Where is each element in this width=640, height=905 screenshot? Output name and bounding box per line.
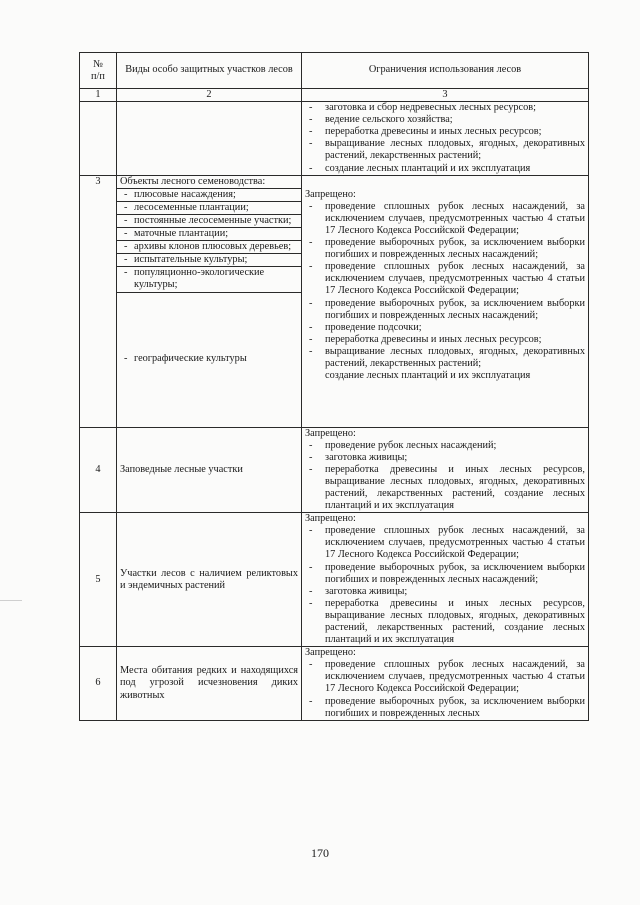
table-row: [80, 647, 589, 721]
seed-object-item: - постоянные лесосеменные участки;: [120, 215, 298, 227]
restriction-item: - проведение сплошных рубок лесных насаждений, за исключением случаев, предусмотренных частью 4 статьи 17 Лесного Кодекса Российской Федерации;: [305, 261, 585, 297]
restriction-list: [302, 102, 589, 176]
seed-object-item: - популяционно-экологические культуры;: [120, 267, 298, 291]
row-number: 6: [80, 647, 117, 721]
index-row: [80, 89, 589, 102]
seed-object-item: - плюсовые насаждения;: [120, 189, 298, 201]
restriction-item: - выращивание лесных плодовых, ягодных, декоративных растений, лекарственных растений;: [305, 346, 585, 370]
row-title-cell: [117, 175, 302, 427]
row-number-empty: [80, 102, 117, 176]
restriction-item: - переработка древесины и иных лесных ресурсов;: [305, 126, 585, 138]
restriction-item: - переработка древесины и иных лесных ресурсов, выращивание лесных плодовых, ягодных, декоративных растений, лекарственных растений, создание лесных плантаций и их эксплуатация: [305, 464, 585, 512]
restriction-item: - заготовка и сбор недревесных лесных ресурсов;: [305, 102, 585, 114]
row-number: 4: [80, 427, 117, 513]
restriction-item: - ведение сельского хозяйства;: [305, 114, 585, 126]
index-2: 2: [117, 89, 302, 102]
seed-object-item: - географические культуры: [120, 353, 298, 365]
restriction-item: - заготовка живицы;: [305, 452, 585, 464]
restriction-tail: создание лесных плантаций и их эксплуатация: [325, 370, 531, 382]
header-number: № п/п: [80, 53, 117, 89]
restriction-item: - проведение сплошных рубок лесных насаждений, за исключением случаев, предусмотренных частью 4 статьи 17 Лесного Кодекса Российской Федерации;: [305, 659, 585, 695]
prohibited-label: Запрещено:: [305, 513, 356, 525]
seed-object-item: - архивы клонов плюсовых деревьев;: [120, 241, 298, 253]
prohibited-label: Запрещено:: [305, 647, 356, 659]
table-row: [80, 175, 589, 427]
row-title: Объекты лесного семеноводства:: [120, 175, 266, 187]
page-number: 170: [311, 846, 329, 860]
restriction-item: - проведение сплошных рубок лесных насаждений, за исключением случаев, предусмотренных частью 4 статьи 17 Лесного Кодекса Российской Федерации;: [305, 525, 585, 561]
row-title-empty: [117, 102, 302, 176]
index-3: 3: [302, 89, 589, 102]
restriction-item: - заготовка живицы;: [305, 586, 585, 598]
prohibited-label: Запрещено:: [305, 427, 356, 439]
seed-object-item: - лесосеменные плантации;: [120, 202, 298, 214]
header-restrictions: Ограничения использования лесов: [302, 53, 589, 89]
row-title: Заповедные лесные участки: [117, 427, 302, 513]
row-number: 3: [80, 175, 117, 427]
restriction-item: - проведение выборочных рубок, за исключением выборки погибших и поврежденных лесных насаждений;: [305, 562, 585, 586]
prohibited-label: Запрещено:: [305, 188, 356, 200]
row-title: Участки лесов с наличием реликтовых и эндемичных растений: [117, 513, 302, 647]
row-number: 5: [80, 513, 117, 647]
restrictions-table: [79, 52, 589, 721]
restriction-item: - проведение рубок лесных насаждений;: [305, 440, 585, 452]
table-row: [80, 513, 589, 647]
seed-object-item: - испытательные культуры;: [120, 254, 298, 266]
table-row: [80, 102, 589, 176]
row-title: Места обитания редких и находящихся под угрозой исчезновения диких животных: [117, 647, 302, 721]
header-types: Виды особо защитных участков лесов: [117, 53, 302, 89]
restriction-list: [302, 513, 589, 647]
restriction-list: [302, 647, 589, 721]
restriction-item: - проведение подсочки;: [305, 322, 585, 334]
index-1: 1: [80, 89, 117, 102]
restriction-item: - создание лесных плантаций и их эксплуатация: [305, 163, 585, 175]
header-row: [80, 53, 589, 89]
restriction-item: - выращивание лесных плодовых, ягодных, декоративных растений, лекарственных растений;: [305, 138, 585, 162]
scan-artifact: [0, 600, 22, 601]
restriction-list: [302, 427, 589, 513]
restriction-item: - переработка древесины и иных лесных ресурсов, выращивание лесных плодовых, ягодных, декоративных растений, лекарственных растений, создание лесных плантаций и их эксплуатация: [305, 598, 585, 646]
seed-object-item: - маточные плантации;: [120, 228, 298, 240]
table-row: [80, 427, 589, 513]
restriction-item: - проведение выборочных рубок, за исключением выборки погибших и поврежденных лесных: [305, 696, 585, 720]
restriction-item: - переработка древесины и иных лесных ресурсов;: [305, 334, 585, 346]
restriction-item: - проведение выборочных рубок, за исключением выборки погибших и поврежденных лесных насаждений;: [305, 298, 585, 322]
restriction-item: - проведение сплошных рубок лесных насаждений, за исключением случаев, предусмотренных частью 4 статьи 17 Лесного Кодекса Российской Федерации;: [305, 201, 585, 237]
restriction-item: - проведение выборочных рубок, за исключением выборки погибших и поврежденных лесных насаждений;: [305, 237, 585, 261]
restriction-list: [302, 175, 589, 427]
